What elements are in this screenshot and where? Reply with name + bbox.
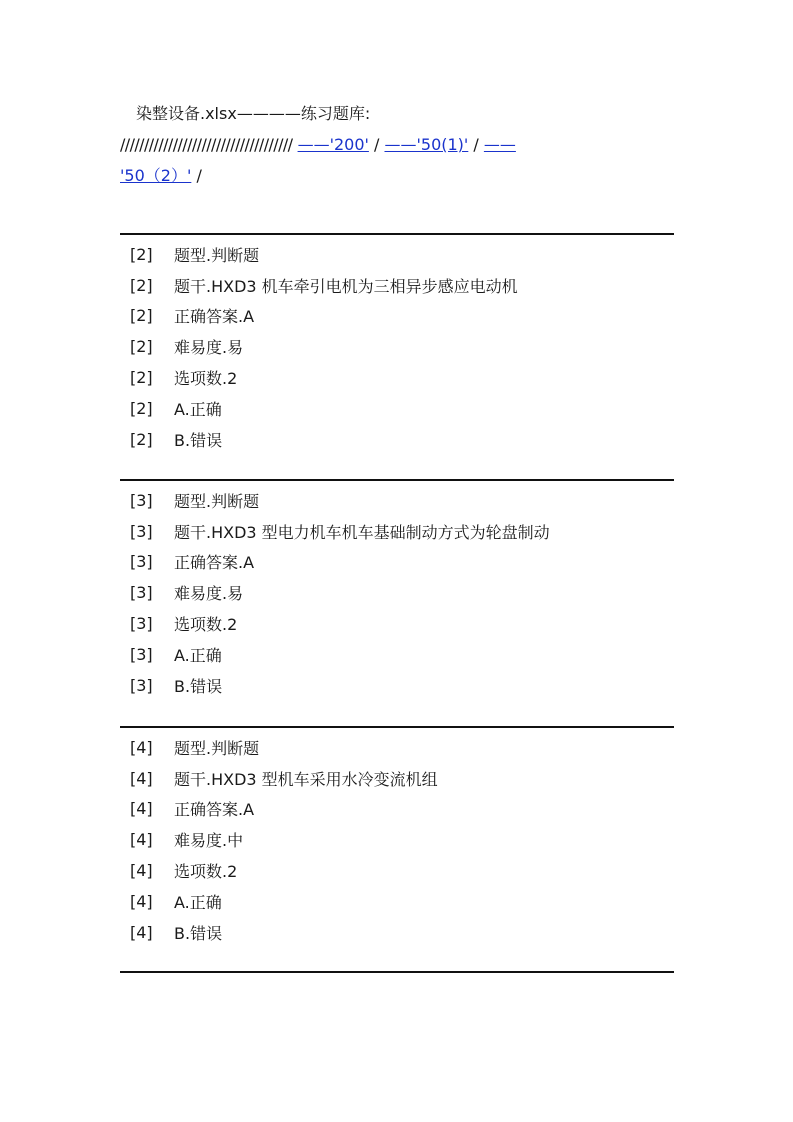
correct-answer: 正确答案.A (174, 307, 255, 327)
question-row (120, 855, 674, 886)
question-index: [4] (130, 768, 153, 788)
title-dashes: ———— (236, 104, 301, 123)
question-index: [4] (130, 830, 153, 850)
question-row (120, 547, 674, 578)
sheet-link-50-2-part2[interactable]: '50（2）' (120, 166, 192, 185)
option-a: A.正确 (174, 892, 222, 912)
question-row (120, 301, 674, 332)
question-index: [2] (130, 275, 153, 295)
question-index: [3] (130, 644, 153, 664)
question-block (120, 233, 674, 455)
question-index: [3] (130, 614, 153, 634)
question-row (120, 577, 674, 608)
question-block (120, 479, 674, 701)
file-title (120, 98, 680, 129)
question-row (120, 670, 674, 701)
question-row (120, 331, 674, 362)
sheet-links-line (120, 129, 680, 160)
question-row (120, 393, 674, 424)
question-row (120, 917, 674, 948)
question-index: [4] (130, 799, 153, 819)
option-b: B.错误 (174, 676, 223, 696)
question-stem: 题干.HXD3 型电力机车机车基础制动方式为轮盘制动 (174, 522, 550, 542)
sheet-link-200[interactable]: ——'200' (297, 135, 369, 154)
document-header (120, 98, 680, 191)
link-separator: / (196, 166, 202, 185)
difficulty: 难易度.易 (174, 584, 244, 604)
question-row (120, 824, 674, 855)
question-index: [2] (130, 368, 153, 388)
link-separator: / (374, 135, 380, 154)
question-index: [4] (130, 922, 153, 942)
question-row (120, 239, 674, 270)
question-index: [3] (130, 552, 153, 572)
question-index: [3] (130, 583, 153, 603)
question-type: 题型.判断题 (174, 245, 260, 265)
option-count: 选项数.2 (174, 369, 238, 389)
difficulty: 难易度.易 (174, 338, 244, 358)
question-index: [4] (130, 861, 153, 881)
question-index: [2] (130, 337, 153, 357)
question-index: [4] (130, 891, 153, 911)
option-a: A.正确 (174, 645, 222, 665)
question-stem: 题干.HXD3 机车牵引电机为三相异步感应电动机 (174, 276, 518, 296)
question-index: [4] (130, 737, 153, 757)
sheet-link-50-1[interactable]: ——'50(1)' (384, 135, 469, 154)
question-index: [3] (130, 675, 153, 695)
question-stem: 题干.HXD3 型机车采用水冷变流机组 (174, 769, 438, 789)
question-index: [2] (130, 429, 153, 449)
question-row (120, 732, 674, 763)
question-row (120, 763, 674, 794)
option-b: B.错误 (174, 430, 223, 450)
slash-divider: //////////////////////////////////// (120, 135, 293, 154)
title-label: 练习题库: (300, 104, 371, 123)
question-row (120, 270, 674, 301)
difficulty: 难易度.中 (174, 831, 244, 851)
question-row (120, 639, 674, 670)
correct-answer: 正确答案.A (174, 553, 255, 573)
link-separator: / (473, 135, 479, 154)
question-row (120, 485, 674, 516)
question-row (120, 794, 674, 825)
file-name: 染整设备.xlsx (136, 104, 237, 123)
question-index: [3] (130, 521, 153, 541)
question-row (120, 516, 674, 547)
correct-answer: 正确答案.A (174, 800, 255, 820)
sheet-link-50-2-part1[interactable]: —— (483, 135, 516, 154)
question-row (120, 886, 674, 917)
question-row (120, 362, 674, 393)
question-index: [2] (130, 306, 153, 326)
question-block (120, 726, 674, 948)
option-b: B.错误 (174, 923, 223, 943)
question-index: [2] (130, 398, 153, 418)
end-divider (120, 971, 674, 973)
question-type: 题型.判断题 (174, 491, 260, 511)
option-count: 选项数.2 (174, 615, 238, 635)
question-row (120, 424, 674, 455)
option-count: 选项数.2 (174, 862, 238, 882)
question-index: [3] (130, 490, 153, 510)
sheet-links-line-2 (120, 160, 680, 191)
option-a: A.正确 (174, 399, 222, 419)
question-index: [2] (130, 244, 153, 264)
question-row (120, 608, 674, 639)
question-type: 题型.判断题 (174, 738, 260, 758)
